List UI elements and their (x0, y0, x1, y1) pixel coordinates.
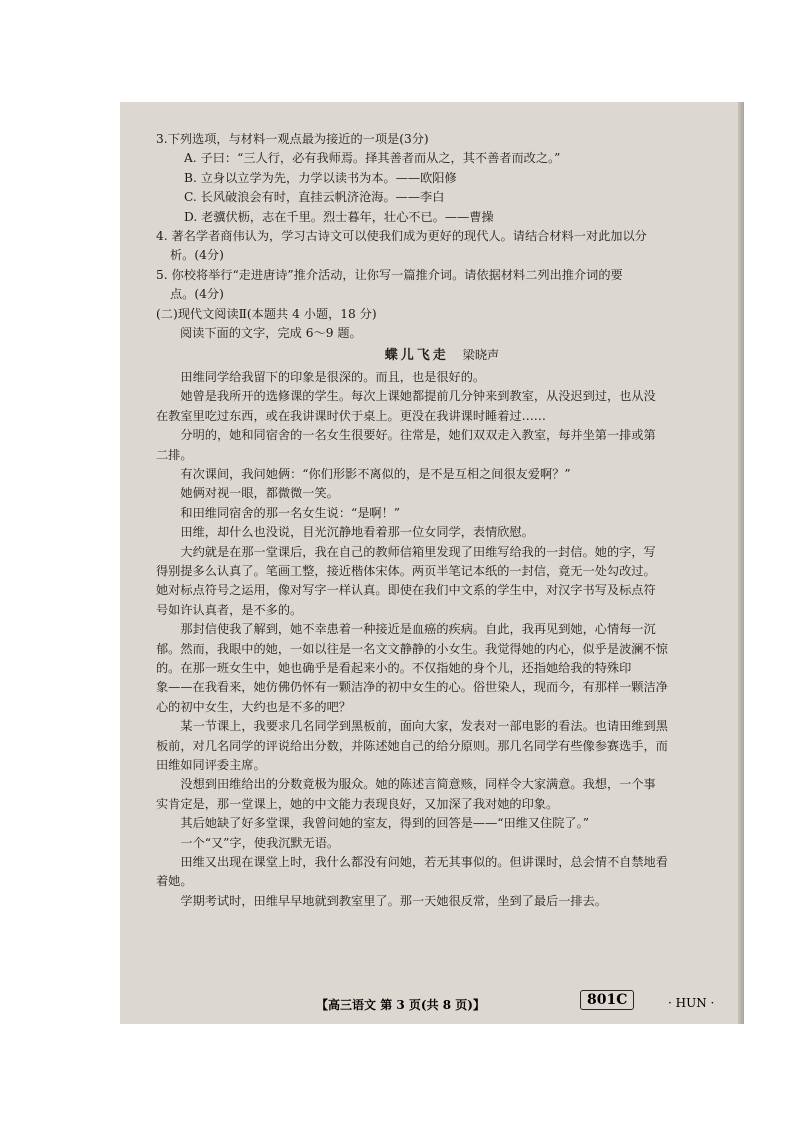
exam-code-badge: 801C (580, 990, 634, 1010)
page-edge-shadow (738, 102, 744, 1024)
article-paragraph (156, 717, 728, 775)
article-line: 郁。然而，我眼中的她，一如以往是一名文文静静的小女生。我觉得她的内心，似乎是波澜不惊 (156, 641, 668, 656)
question-stem: 5. 你校将举行“走进唐诗”推介活动，让你写一篇推介词。请依据材料二列出推介词的要 (156, 267, 623, 282)
article-line: 分明的，她和同宿舍的一名女生很要好。往常是，她们双双走入教室，每并坐第一排或第 (180, 428, 656, 443)
article-paragraph (156, 465, 728, 484)
article-line: 她曾是我所开的选修课的学生。每次上课她都提前几分钟来到教室，从没迟到过，也从没 (180, 389, 656, 404)
article-author: 梁晓声 (462, 348, 500, 363)
article-line: 大约就是在那一堂课后，我在自己的教师信箱里发现了田维写给我的一封信。她的字，写 (180, 544, 656, 559)
question-stem: 4. 著名学者商伟认为，学习古诗文可以使我们成为更好的现代人。请结合材料一对此加以分 (156, 229, 647, 244)
section-instruction: 阅读下面的文字，完成 6～9 题。 (180, 326, 362, 341)
footer-bracket-left: 【 (316, 998, 329, 1012)
question-3 (156, 130, 728, 227)
article-paragraph (156, 834, 728, 853)
question-stem: 3.下列选项，与材料一观点最为接近的一项是(3分) (156, 132, 429, 146)
footer-info (316, 996, 485, 1013)
question-stem-continued: 析。(4分) (170, 248, 224, 263)
article-paragraph (156, 426, 728, 465)
article-paragraph (156, 543, 728, 621)
article-line: 没想到田维给出的分数竟极为服众。她的陈述言简意赅，同样令大家满意。我想，一个事 (180, 777, 656, 792)
article-line: 二排。 (156, 447, 193, 462)
page-footer (120, 990, 744, 1014)
article-line: 其后她缺了好多堂课，我曾问她的室友，得到的回答是——“田维又住院了。” (180, 816, 589, 831)
article-line: 田维又出现在课堂上时，我什么都没有问她，若无其事似的。但讲课时，总会情不自禁地看 (180, 855, 668, 870)
article-line: 着她。 (156, 874, 193, 889)
option-b: B. 立身以立学为先，力学以读书为本。——欧阳修 (184, 170, 457, 185)
region-code: · HUN · (668, 996, 715, 1010)
article-title-row (156, 346, 728, 365)
footer-subject: 高三语文 (328, 998, 377, 1012)
article-line: 板前，对几名同学的评说给出分数，并陈述她自己的给分原则。那几名同学有些像参赛选手，而 (156, 738, 668, 753)
question-4 (156, 227, 728, 266)
article-paragraph (156, 368, 728, 387)
article-line: 号如许认真者，是不多的。 (156, 602, 303, 617)
footer-page-number: 第 3 页(共 8 页) (380, 998, 473, 1012)
article-line: 有次课间，我问她俩：“你们形影不离似的，是不是互相之间很友爱啊？” (180, 466, 571, 481)
article-line: 实肯定是，那一堂课上，她的中文能力表现良好，又加深了我对她的印象。 (156, 796, 559, 811)
article-line: 学期考试时，田维早早地就到教室里了。那一天她很反常，坐到了最后一排去。 (180, 893, 607, 908)
article-paragraph (156, 504, 728, 523)
article-line: 田维，却什么也没说，目光沉静地看着那一位女同学，表情欣慰。 (180, 525, 534, 540)
article-line: 那封信使我了解到，她不幸患着一种接近是血癌的疾病。自此，我再见到她，心情每一沉 (180, 622, 656, 637)
page-content (156, 130, 728, 911)
scanned-exam-page (120, 102, 744, 1024)
article-paragraph (156, 775, 728, 814)
section-heading: (二)现代文阅读Ⅱ(本题共 4 小题，18 分) (156, 306, 377, 321)
article-line: 她对标点符号之运用，像对写字一样认真。即使在我们中文系的学生中，对汉字书写及标点符 (156, 583, 656, 598)
article-paragraph (156, 387, 728, 426)
article-line: 的。在那一班女生中，她也确乎是看起来小的。不仅指她的身个儿，还指她给我的特殊印 (156, 660, 632, 675)
article-line: 得别提多么认真了。笔画工整，接近楷体宋体。两页半笔记本纸的一封信，竟无一处勾改过。 (156, 563, 656, 578)
article-line: 在教室里吃过东西，或在我讲课时伏于桌上。更没在我讲课时睡着过…… (156, 408, 546, 423)
article-paragraph (156, 892, 728, 911)
article-title: 蝶儿飞走 (384, 348, 449, 364)
article-line: 田维如同评委主席。 (156, 758, 266, 772)
article-line: 某一节课上，我要求几名同学到黑板前，面向大家，发表对一部电影的看法。也请田维到黑 (180, 719, 668, 734)
question-stem-continued: 点。(4分) (170, 287, 224, 302)
article-paragraph (156, 814, 728, 833)
article-line: 一个“又”字，使我沉默无语。 (180, 835, 340, 850)
article-line: 和田维同宿舍的那一名女生说：“是啊！” (180, 505, 401, 520)
article-line: 她俩对视一眼，都微微一笑。 (180, 486, 339, 501)
article-paragraph (156, 484, 728, 503)
article-line: 心的初中女生，大约也是不多的吧？ (156, 699, 351, 714)
article-paragraph (156, 523, 728, 542)
article-line: 田维同学给我留下的印象是很深的。而且，也是很好的。 (180, 369, 486, 384)
footer-bracket-right: 】 (473, 998, 486, 1012)
article-body (156, 368, 728, 911)
option-d: D. 老骥伏枥，志在千里。烈士暮年，壮心不已。——曹操 (184, 209, 494, 224)
option-c: C. 长风破浪会有时，直挂云帆济沧海。——李白 (184, 190, 445, 205)
article-line: 象——在我看来，她仿佛仍怀有一颗洁净的初中女生的心。俗世染人，现而今，有那样一颗洁净 (156, 680, 668, 695)
question-5 (156, 266, 728, 305)
article-paragraph (156, 620, 728, 717)
article-paragraph (156, 853, 728, 892)
option-a: A. 子曰：“三人行，必有我师焉。择其善者而从之，其不善者而改之。” (184, 151, 561, 166)
